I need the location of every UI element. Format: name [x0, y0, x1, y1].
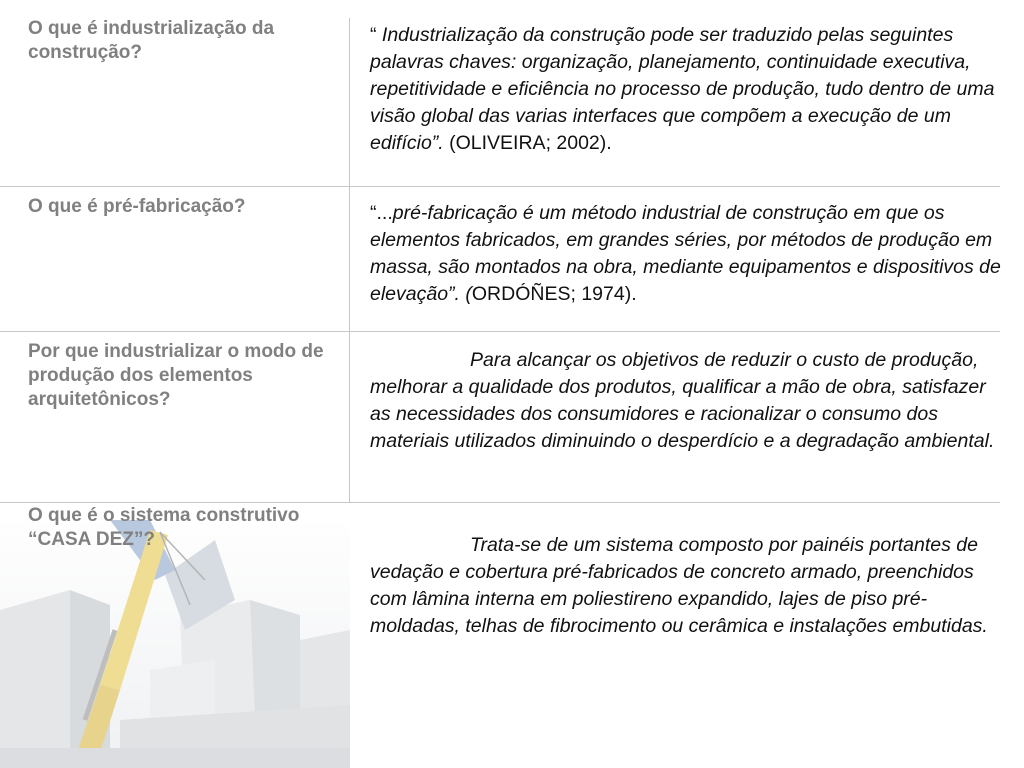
question-pre-fabricacao: O que é pré-fabricação?: [28, 196, 246, 217]
row-divider-1: [0, 186, 1000, 187]
column-divider: [349, 18, 350, 502]
row-divider-2: [0, 331, 1000, 332]
construction-crane-photo: [0, 520, 350, 768]
question-por-que-industrializar: Por que industrializar o modo de produção dos elementos arquitetônicos?: [28, 341, 324, 410]
question-industrializacao: O que é industrialização da construção?: [28, 18, 275, 63]
open-quote: “...: [370, 202, 393, 224]
open-quote: “: [370, 24, 382, 46]
answer-text: Trata-se de um sistema composto por painéis portantes de vedação e cobertura pré-fabricados de concreto armado, preenchidos com lâmina interna em poliestireno expandido, lajes de piso pré-moldadas, telhas de fibrocimento ou cerâmica e instalações embutidas.: [370, 534, 988, 637]
answer-text: Para alcançar os objetivos de reduzir o custo de produção, melhorar a qualidade dos produtos, qualificar a mão de obra, satisfazer as necessidades dos consumidores e racionalizar o consumo dos materiais utilizados diminuindo o desperdício e a degradação ambiental.: [370, 349, 995, 452]
citation: (OLIVEIRA; 2002).: [443, 132, 612, 154]
answer-industrializacao: [370, 22, 1006, 157]
answer-pre-fabricacao: [370, 200, 1006, 308]
quote-text: pré-fabricação é um método industrial de construção em que os elementos fabricados, em grandes séries, por métodos de produção em massa, são montados na obra, mediante equipamentos e dispositivos de elevação”. (: [370, 202, 1001, 305]
answer-por-que-industrializar: [370, 347, 1006, 455]
row-divider-3: [0, 502, 1000, 503]
question-casa-dez: O que é o sistema construtivo “CASA DEZ”?: [28, 505, 300, 550]
quote-text: Industrialização da construção pode ser traduzido pelas seguintes palavras chaves: organização, planejamento, continuidade executiva, repetitividade e eficiência no processo de produção, tudo dentro de uma visão global das varias interfaces que compõem a execução de um edifício”.: [370, 24, 995, 154]
answer-casa-dez: [370, 532, 1006, 640]
citation: ORDÓÑES; 1974).: [471, 283, 637, 305]
